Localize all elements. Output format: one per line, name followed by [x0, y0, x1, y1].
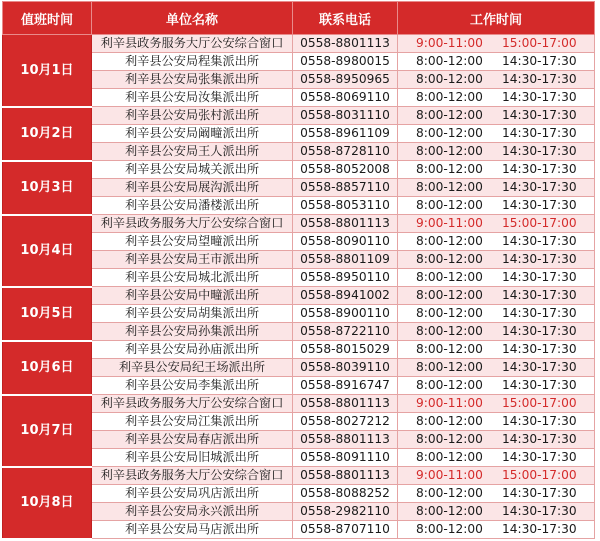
table-row: [3, 251, 595, 269]
afternoon-hours: 14:30-17:30: [502, 54, 577, 68]
table-row: [3, 305, 595, 323]
afternoon-hours: 14:30-17:30: [502, 144, 577, 158]
afternoon-hours: 14:30-17:30: [502, 288, 577, 302]
afternoon-hours: 14:30-17:30: [502, 198, 577, 212]
work-hours-cell: [398, 71, 595, 89]
morning-hours: 8:00-12:00: [416, 432, 483, 446]
phone-cell: 0558-8052008: [293, 161, 398, 179]
phone-cell: 0558-8031110: [293, 107, 398, 125]
morning-hours: 8:00-12:00: [416, 342, 483, 356]
morning-hours: 8:00-12:00: [416, 72, 483, 86]
phone-cell: 0558-8027212: [293, 413, 398, 431]
table-row: [3, 503, 595, 521]
duty-date-cell: 10月7日: [3, 395, 92, 467]
phone-cell: 0558-8728110: [293, 143, 398, 161]
afternoon-hours: 14:30-17:30: [502, 324, 577, 338]
afternoon-hours: 14:30-17:30: [502, 414, 577, 428]
phone-cell: 0558-8900110: [293, 305, 398, 323]
table-row: [3, 359, 595, 377]
unit-name-cell: 利辛县公安局马店派出所: [92, 521, 293, 539]
unit-name-cell: 利辛县公安局汝集派出所: [92, 89, 293, 107]
afternoon-hours: 14:30-17:30: [502, 522, 577, 536]
work-hours-cell: [398, 341, 595, 359]
afternoon-hours: 14:30-17:30: [502, 486, 577, 500]
unit-name-cell: 利辛县公安局旧城派出所: [92, 449, 293, 467]
unit-name-cell: 利辛县公安局城关派出所: [92, 161, 293, 179]
unit-name-cell: 利辛县公安局潘楼派出所: [92, 197, 293, 215]
afternoon-hours: 14:30-17:30: [502, 306, 577, 320]
unit-name-cell: 利辛县公安局永兴派出所: [92, 503, 293, 521]
afternoon-hours: 14:30-17:30: [502, 162, 577, 176]
unit-name-cell: 利辛县公安局展沟派出所: [92, 179, 293, 197]
table-row: [3, 71, 595, 89]
table-row: [3, 323, 595, 341]
table-row: [3, 449, 595, 467]
unit-name-cell: 利辛县公安局春店派出所: [92, 431, 293, 449]
unit-name-cell: 利辛县公安局孙庙派出所: [92, 341, 293, 359]
duty-date-cell: 10月5日: [3, 287, 92, 341]
afternoon-hours: 14:30-17:30: [502, 126, 577, 140]
afternoon-hours: 14:30-17:30: [502, 108, 577, 122]
work-hours-cell: [398, 53, 595, 71]
afternoon-hours: 14:30-17:30: [502, 180, 577, 194]
table-row: [3, 521, 595, 539]
phone-cell: 0558-8039110: [293, 359, 398, 377]
work-hours-cell: [398, 503, 595, 521]
duty-table: [2, 1, 595, 540]
phone-cell: 0558-8961109: [293, 125, 398, 143]
morning-hours: 8:00-12:00: [416, 90, 483, 104]
morning-hours: 8:00-12:00: [416, 504, 483, 518]
afternoon-hours: 15:00-17:00: [502, 468, 577, 482]
duty-date-cell: 10月6日: [3, 341, 92, 395]
phone-cell: 0558-8069110: [293, 89, 398, 107]
phone-cell: 0558-8707110: [293, 521, 398, 539]
table-row: [3, 161, 595, 179]
morning-hours: 9:00-11:00: [416, 468, 483, 482]
afternoon-hours: 14:30-17:30: [502, 504, 577, 518]
afternoon-hours: 14:30-17:30: [502, 360, 577, 374]
phone-cell: 0558-8801113: [293, 35, 398, 53]
morning-hours: 8:00-12:00: [416, 378, 483, 392]
duty-table-body: [3, 35, 595, 539]
morning-hours: 8:00-12:00: [416, 162, 483, 176]
work-hours-cell: [398, 431, 595, 449]
phone-cell: 0558-8053110: [293, 197, 398, 215]
unit-name-cell: 利辛县公安局江集派出所: [92, 413, 293, 431]
table-row: [3, 485, 595, 503]
phone-cell: 0558-8801109: [293, 251, 398, 269]
unit-name-cell: 利辛县公安局张集派出所: [92, 71, 293, 89]
afternoon-hours: 15:00-17:00: [502, 36, 577, 50]
morning-hours: 8:00-12:00: [416, 522, 483, 536]
table-row: [3, 395, 595, 413]
table-row: [3, 125, 595, 143]
work-hours-cell: [398, 413, 595, 431]
header-work-hours: 工作时间: [398, 2, 595, 35]
morning-hours: 8:00-12:00: [416, 486, 483, 500]
work-hours-cell: [398, 449, 595, 467]
table-row: [3, 215, 595, 233]
afternoon-hours: 14:30-17:30: [502, 234, 577, 248]
work-hours-cell: [398, 179, 595, 197]
work-hours-cell: [398, 323, 595, 341]
morning-hours: 9:00-11:00: [416, 36, 483, 50]
afternoon-hours: 14:30-17:30: [502, 378, 577, 392]
phone-cell: 0558-2982110: [293, 503, 398, 521]
morning-hours: 8:00-12:00: [416, 288, 483, 302]
duty-date-cell: 10月1日: [3, 35, 92, 107]
phone-cell: 0558-8801113: [293, 215, 398, 233]
duty-date-cell: 10月2日: [3, 107, 92, 161]
morning-hours: 8:00-12:00: [416, 324, 483, 338]
work-hours-cell: [398, 269, 595, 287]
unit-name-cell: 利辛县公安局孙集派出所: [92, 323, 293, 341]
table-row: [3, 53, 595, 71]
morning-hours: 8:00-12:00: [416, 198, 483, 212]
afternoon-hours: 14:30-17:30: [502, 342, 577, 356]
table-row: [3, 89, 595, 107]
work-hours-cell: [398, 125, 595, 143]
unit-name-cell: 利辛县公安局王人派出所: [92, 143, 293, 161]
work-hours-cell: [398, 395, 595, 413]
table-row: [3, 341, 595, 359]
header-duty-date: 值班时间: [3, 2, 92, 35]
afternoon-hours: 14:30-17:30: [502, 252, 577, 266]
unit-name-cell: 利辛县公安局望疃派出所: [92, 233, 293, 251]
morning-hours: 8:00-12:00: [416, 360, 483, 374]
work-hours-cell: [398, 215, 595, 233]
unit-name-cell: 利辛县政务服务大厅公安综合窗口: [92, 395, 293, 413]
duty-schedule: [2, 1, 594, 540]
morning-hours: 8:00-12:00: [416, 54, 483, 68]
phone-cell: 0558-8950965: [293, 71, 398, 89]
header-unit-name: 单位名称: [92, 2, 293, 35]
morning-hours: 8:00-12:00: [416, 144, 483, 158]
unit-name-cell: 利辛县政务服务大厅公安综合窗口: [92, 467, 293, 485]
work-hours-cell: [398, 377, 595, 395]
morning-hours: 8:00-12:00: [416, 252, 483, 266]
phone-cell: 0558-8722110: [293, 323, 398, 341]
unit-name-cell: 利辛县政务服务大厅公安综合窗口: [92, 35, 293, 53]
phone-cell: 0558-8916747: [293, 377, 398, 395]
unit-name-cell: 利辛县公安局李集派出所: [92, 377, 293, 395]
afternoon-hours: 14:30-17:30: [502, 432, 577, 446]
table-row: [3, 107, 595, 125]
afternoon-hours: 14:30-17:30: [502, 72, 577, 86]
morning-hours: 8:00-12:00: [416, 126, 483, 140]
work-hours-cell: [398, 233, 595, 251]
work-hours-cell: [398, 485, 595, 503]
unit-name-cell: 利辛县公安局胡集派出所: [92, 305, 293, 323]
morning-hours: 8:00-12:00: [416, 306, 483, 320]
morning-hours: 9:00-11:00: [416, 216, 483, 230]
unit-name-cell: 利辛县政务服务大厅公安综合窗口: [92, 215, 293, 233]
unit-name-cell: 利辛县公安局阚疃派出所: [92, 125, 293, 143]
phone-cell: 0558-8950110: [293, 269, 398, 287]
table-row: [3, 377, 595, 395]
afternoon-hours: 15:00-17:00: [502, 396, 577, 410]
work-hours-cell: [398, 161, 595, 179]
table-row: [3, 179, 595, 197]
work-hours-cell: [398, 359, 595, 377]
header-phone: 联系电话: [293, 2, 398, 35]
morning-hours: 8:00-12:00: [416, 180, 483, 194]
phone-cell: 0558-8801113: [293, 467, 398, 485]
work-hours-cell: [398, 287, 595, 305]
table-row: [3, 197, 595, 215]
morning-hours: 8:00-12:00: [416, 270, 483, 284]
table-row: [3, 431, 595, 449]
work-hours-cell: [398, 107, 595, 125]
morning-hours: 8:00-12:00: [416, 108, 483, 122]
phone-cell: 0558-8090110: [293, 233, 398, 251]
afternoon-hours: 14:30-17:30: [502, 90, 577, 104]
duty-date-cell: 10月3日: [3, 161, 92, 215]
phone-cell: 0558-8801113: [293, 395, 398, 413]
table-row: [3, 413, 595, 431]
work-hours-cell: [398, 197, 595, 215]
phone-cell: 0558-8941002: [293, 287, 398, 305]
afternoon-hours: 14:30-17:30: [502, 270, 577, 284]
work-hours-cell: [398, 305, 595, 323]
work-hours-cell: [398, 251, 595, 269]
header-row: [3, 2, 595, 35]
phone-cell: 0558-8857110: [293, 179, 398, 197]
table-row: [3, 269, 595, 287]
phone-cell: 0558-8980015: [293, 53, 398, 71]
unit-name-cell: 利辛县公安局巩店派出所: [92, 485, 293, 503]
afternoon-hours: 15:00-17:00: [502, 216, 577, 230]
phone-cell: 0558-8088252: [293, 485, 398, 503]
unit-name-cell: 利辛县公安局张村派出所: [92, 107, 293, 125]
work-hours-cell: [398, 89, 595, 107]
unit-name-cell: 利辛县公安局纪王场派出所: [92, 359, 293, 377]
unit-name-cell: 利辛县公安局城北派出所: [92, 269, 293, 287]
work-hours-cell: [398, 467, 595, 485]
unit-name-cell: 利辛县公安局程集派出所: [92, 53, 293, 71]
duty-date-cell: 10月4日: [3, 215, 92, 287]
duty-date-cell: 10月8日: [3, 467, 92, 539]
afternoon-hours: 14:30-17:30: [502, 450, 577, 464]
morning-hours: 8:00-12:00: [416, 234, 483, 248]
table-row: [3, 35, 595, 53]
phone-cell: 0558-8091110: [293, 449, 398, 467]
unit-name-cell: 利辛县公安局王市派出所: [92, 251, 293, 269]
unit-name-cell: 利辛县公安局中疃派出所: [92, 287, 293, 305]
table-row: [3, 287, 595, 305]
work-hours-cell: [398, 35, 595, 53]
table-row: [3, 143, 595, 161]
work-hours-cell: [398, 143, 595, 161]
morning-hours: 9:00-11:00: [416, 396, 483, 410]
table-row: [3, 467, 595, 485]
phone-cell: 0558-8801113: [293, 431, 398, 449]
table-row: [3, 233, 595, 251]
work-hours-cell: [398, 521, 595, 539]
morning-hours: 8:00-12:00: [416, 450, 483, 464]
phone-cell: 0558-8015029: [293, 341, 398, 359]
morning-hours: 8:00-12:00: [416, 414, 483, 428]
